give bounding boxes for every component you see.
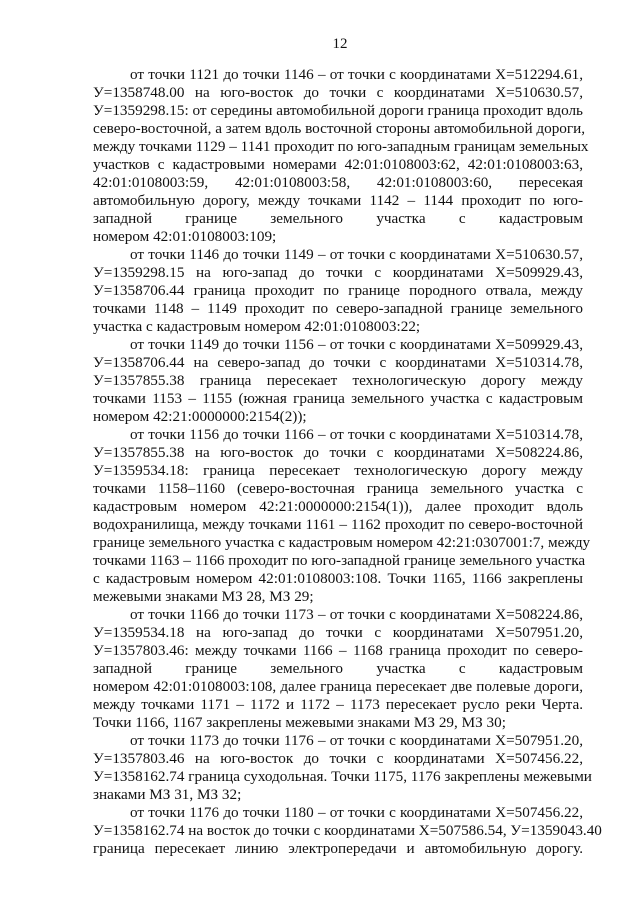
text-line: номером 42:21:0000000:2154(2)); — [93, 408, 307, 425]
text-line: с кадастровым номером 42:01:0108003:108. Точки 1165, 1166 закреплены — [93, 570, 583, 587]
text-line: от точки 1149 до точки 1156 – от точки с координатами Х=509929.43, — [130, 336, 583, 353]
text-line: участков с кадастровыми номерами 42:01:0108003:62, 42:01:0108003:63, — [93, 156, 583, 173]
text-line: номером 42:01:0108003:109; — [93, 228, 277, 245]
text-line: У=1358162.74 граница суходольная. Точки 1175, 1176 закреплены межевыми — [93, 768, 592, 785]
text-line: от точки 1173 до точки 1176 – от точки с координатами Х=507951.20, — [130, 732, 583, 749]
paragraph — [93, 336, 583, 426]
text-line: точками 1163 – 1166 проходит по юго-западной границе земельного участка — [93, 552, 586, 569]
paragraph — [93, 66, 589, 246]
text-line: У=1357803.46 на юго-восток до точки с координатами Х=507456.22, — [93, 750, 583, 767]
text-line: кадастровым номером 42:21:0000000:2154(1)), далее проходит вдоль — [93, 498, 583, 515]
text-line: У=1359534.18 на юго-запад до точки с координатами Х=507951.20, — [93, 624, 583, 641]
text-line: участка с кадастровым номером 42:01:0108003:22; — [93, 318, 421, 335]
text-line: знаками МЗ 31, МЗ 32; — [93, 786, 242, 803]
text-line: У=1357803.46: между точками 1166 – 1168 граница проходит по северо- — [93, 642, 583, 659]
text-line: автомобильную дорогу, между точками 1142 – 1144 проходит по юго- — [93, 192, 583, 209]
text-line: У=1359534.18: граница пересекает технологическую дорогу между — [93, 462, 583, 479]
text-line: от точки 1121 до точки 1146 – от точки с координатами Х=512294.61, — [130, 66, 583, 83]
text-line: западной границе земельного участка с кадастровым — [93, 210, 583, 227]
paragraph — [93, 606, 583, 732]
text-line: У=1357855.38 на юго-восток до точки с координатами Х=508224.86, — [93, 444, 583, 461]
paragraph — [93, 732, 592, 804]
text-line: У=1359298.15 на юго-запад до точки с координатами Х=509929.43, — [93, 264, 583, 281]
text-line: номером 42:01:0108003:108, далее граница пересекает две полевые дороги, — [93, 678, 583, 695]
text-line: границе земельного участка с кадастровым номером 42:21:0307001:7, между — [93, 534, 591, 551]
text-line: водохранилища, между точками 1161 – 1162 проходит по северо-восточной — [93, 516, 583, 533]
text-line: Точки 1166, 1167 закреплены межевыми знаками МЗ 29, МЗ 30; — [93, 714, 506, 731]
text-line: У=1358162.74 на восток до точки с координатами Х=507586.54, У=1359043.40 — [93, 822, 602, 839]
text-line: от точки 1176 до точки 1180 – от точки с координатами Х=507456.22, — [130, 804, 583, 821]
text-line: 42:01:0108003:59, 42:01:0108003:58, 42:01:0108003:60, пересекая — [93, 174, 583, 191]
paragraph — [93, 246, 583, 336]
page-number: 12 — [332, 36, 348, 52]
text-line: от точки 1146 до точки 1149 – от точки с координатами Х=510630.57, — [130, 246, 583, 263]
text-line: У=1358748.00 на юго-восток до точки с координатами Х=510630.57, — [93, 84, 583, 101]
text-line: точками 1153 – 1155 (южная граница земельного участка с кадастровым — [93, 390, 583, 407]
text-line: от точки 1166 до точки 1173 – от точки с координатами Х=508224.86, — [130, 606, 583, 623]
text-line: между точками 1171 – 1172 и 1172 – 1173 пересекает русло реки Черта. — [93, 696, 583, 713]
paragraph — [93, 426, 591, 606]
text-line: от точки 1156 до точки 1166 – от точки с координатами Х=510314.78, — [130, 426, 583, 443]
paragraph — [93, 804, 602, 858]
text-line: западной границе земельного участка с кадастровым — [93, 660, 583, 677]
text-line: точками 1148 – 1149 проходит по северо-западной границе земельного — [93, 300, 583, 317]
text-line: У=1359298.15: от середины автомобильной дороги граница проходит вдоль — [93, 102, 583, 119]
text-line: граница пересекает линию электропередачи и автомобильную дорогу. — [93, 840, 583, 857]
text-line: У=1358706.44 на северо-запад до точки с координатами Х=510314.78, — [93, 354, 583, 371]
text-line: У=1357855.38 граница пересекает технологическую дорогу между — [93, 372, 583, 389]
text-line: между точками 1129 – 1141 проходит по юго-западным границам земельных — [93, 138, 589, 155]
text-line: У=1358706.44 граница проходит по границе породного отвала, между — [93, 282, 583, 299]
text-line: северо-восточной, а затем вдоль восточной стороны автомобильной дороги, — [93, 120, 586, 137]
document-body — [93, 66, 602, 858]
text-line: межевыми знаками МЗ 28, МЗ 29; — [93, 588, 314, 605]
text-line: точками 1158–1160 (северо-восточная граница земельного участка с — [93, 480, 583, 497]
